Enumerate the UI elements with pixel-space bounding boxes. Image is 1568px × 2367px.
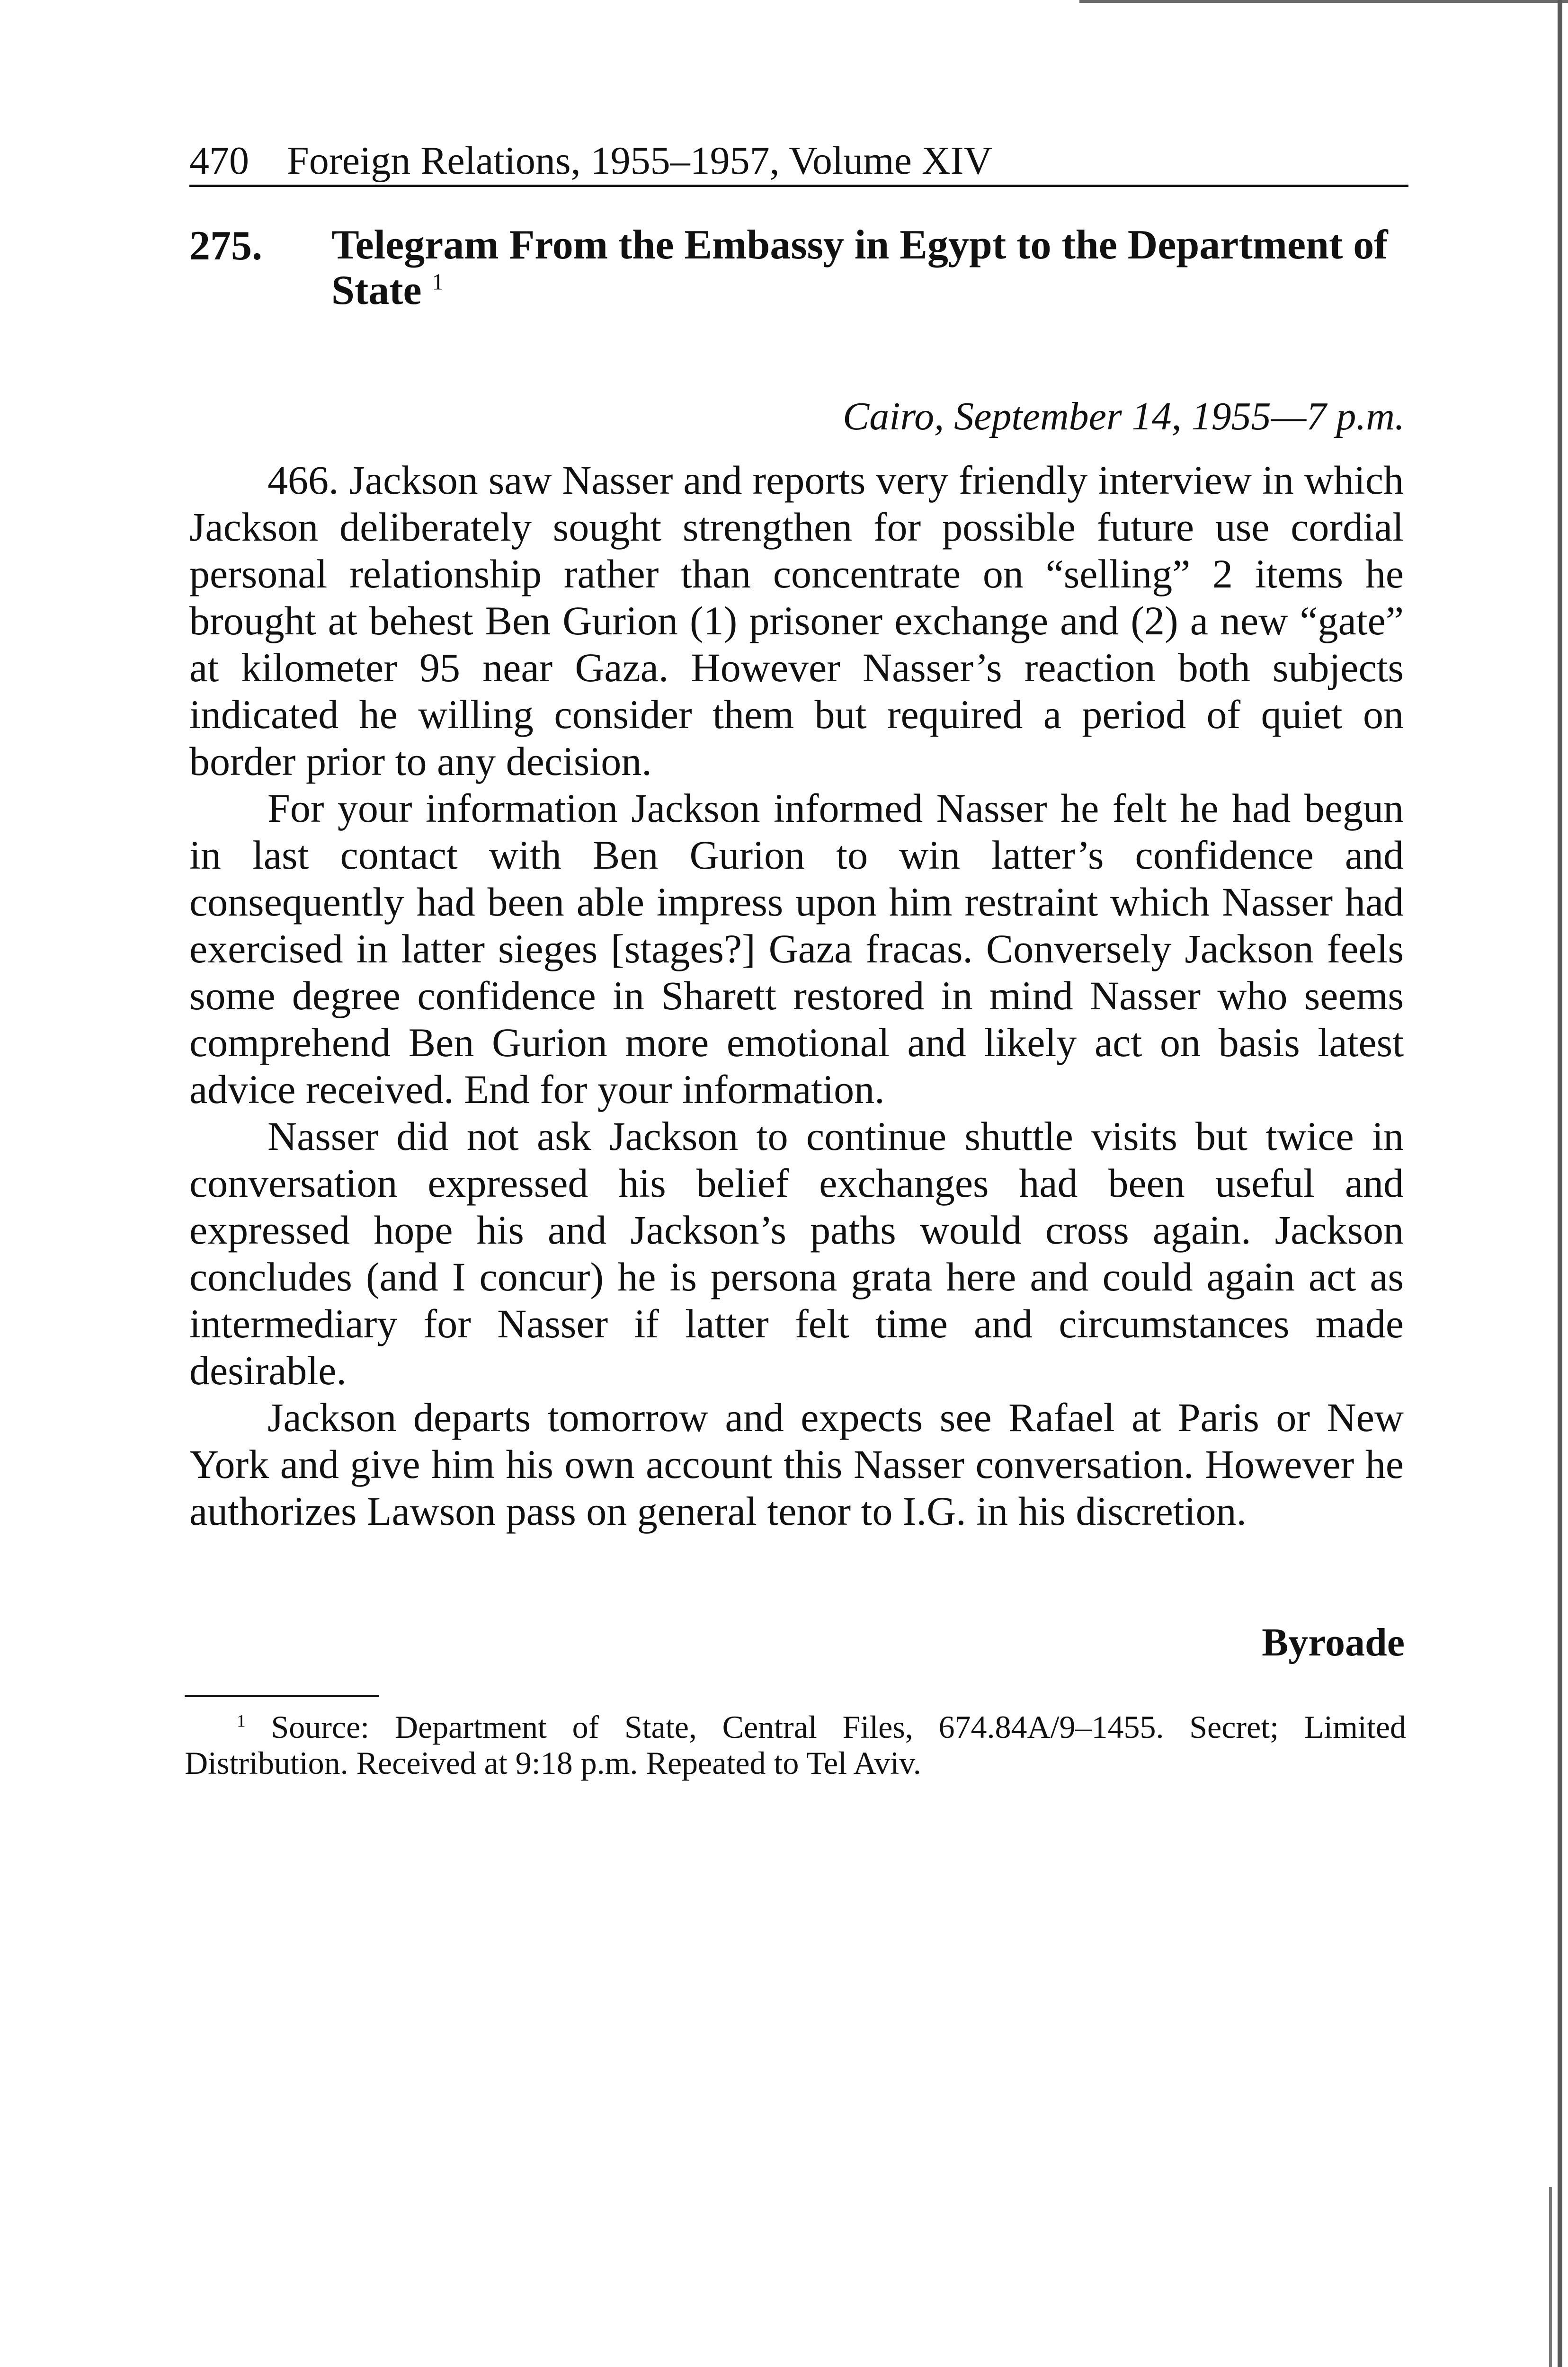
document-number: 275.	[189, 223, 262, 269]
footnote-marker: 1	[237, 1711, 246, 1731]
page-number: 470	[189, 139, 249, 183]
body-paragraph-4: Jackson departs tomorrow and expects see Rafael at Paris or New York and give him his own account this Nasser conversation. However he authorizes Lawson pass on general tenor to I.G. in his discretion.	[189, 1395, 1404, 1534]
footnote	[185, 1709, 1406, 1781]
scan-edge-right	[1558, 0, 1562, 2367]
scan-edge-right-secondary	[1549, 2187, 1552, 2367]
running-head	[189, 137, 1408, 187]
scan-edge-top	[1079, 0, 1568, 3]
footnote-reference: 1	[432, 269, 444, 295]
body-paragraph-2: For your information Jackson informed Nasser he felt he had begun in last contact with Ben Gurion to win latter’s confidence and consequently had been able impress upon him restraint which Nasser had exercised in latter sieges [stages?] Gaza fracas. Conversely Jackson feels some degree confidence in Sharett restored in mind Nasser who seems comprehend Ben Gurion more emotional and likely act on basis latest advice received. End for your information.	[189, 785, 1404, 1112]
footnote-divider	[185, 1695, 379, 1697]
document-title-text: Telegram From the Embassy in Egypt to the Department of State	[331, 222, 1388, 313]
body-paragraph-1: 466. Jackson saw Nasser and reports very friendly interview in which Jackson deliberately sought strengthen for possible future use cordial personal relationship rather than concentrate on “selling” 2 items he brought at behest Ben Gurion (1) prisoner exchange and (2) a new “gate” at kilometer 95 near Gaza. However Nasser’s reaction both subjects indicated he willing consider them but required a period of quiet on border prior to any decision.	[189, 457, 1404, 784]
body-paragraph-3: Nasser did not ask Jackson to continue shuttle visits but twice in conversation expressed his belief exchanges had been useful and expressed hope his and Jackson’s paths would cross again. Jackson concludes (and I concur) he is persona grata here and could again act as intermediary for Nasser if latter felt time and circumstances made desirable.	[189, 1113, 1404, 1393]
dateline: Cairo, September 14, 1955—7 p.m.	[843, 394, 1405, 438]
telegram-body	[189, 457, 1404, 1535]
publication-title: Foreign Relations, 1955–1957, Volume XIV	[287, 139, 993, 183]
document-title	[331, 222, 1420, 313]
signature: Byroade	[1262, 1620, 1405, 1664]
footnote-text: Source: Department of State, Central Files, 674.84A/9–1455. Secret; Limited Distribution. Received at 9:18 p.m. Repeated to Tel Aviv.	[185, 1709, 1406, 1781]
